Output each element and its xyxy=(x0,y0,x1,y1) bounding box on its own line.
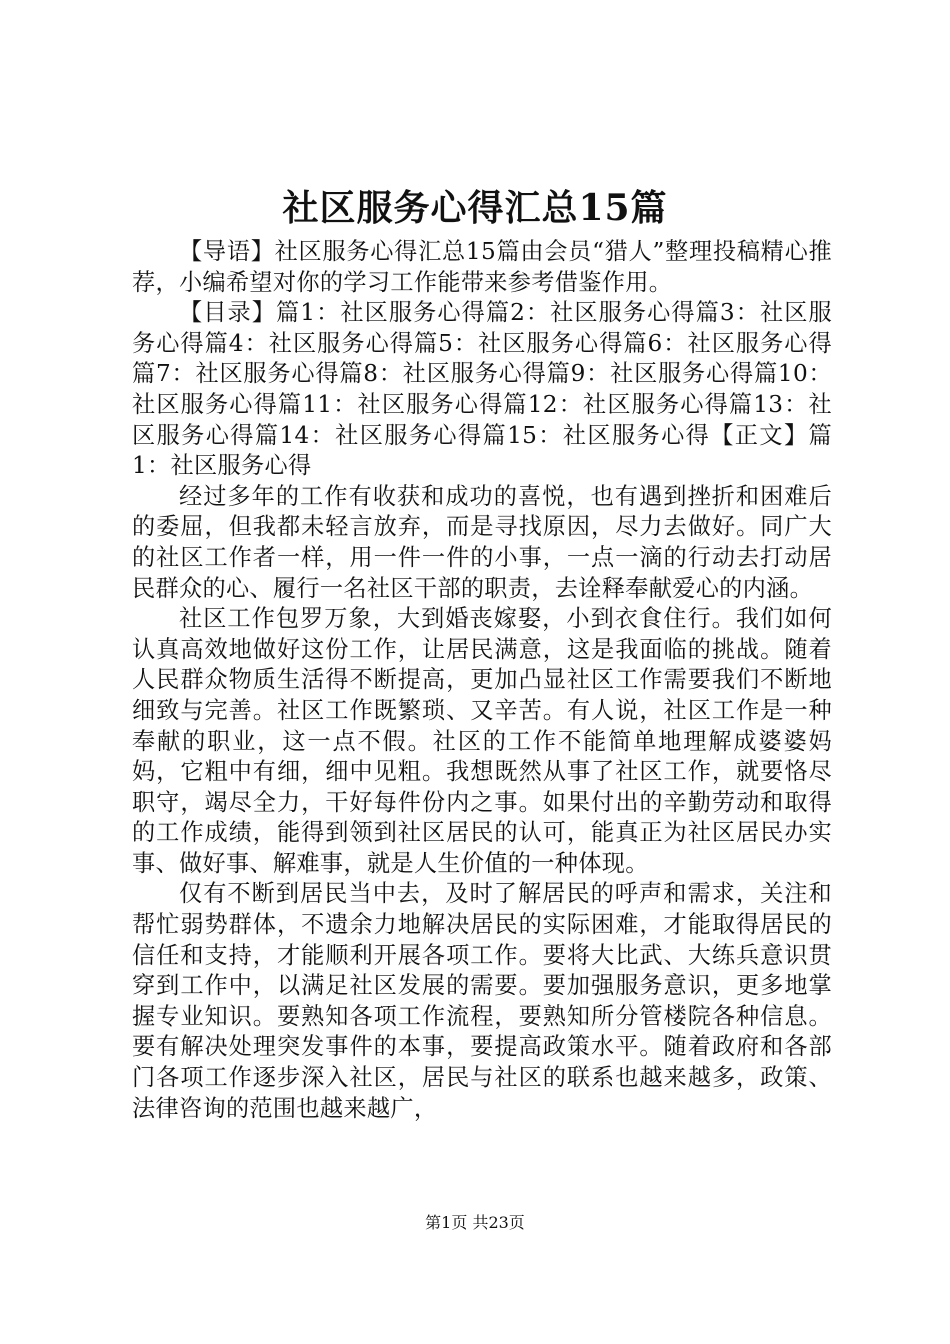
document-title: 社区服务心得汇总15篇 xyxy=(282,187,668,229)
paragraph-body-3: 仅有不断到居民当中去，及时了解居民的呼声和需求，关注和帮忙弱势群体，不遗余力地解决居民的实际困难，才能取得居民的信任和支持，才能顺利开展各项工作。要将大比武、大练兵意识贯穿到工作中，以满足社区发展的需要。要加强服务意识，更多地掌握专业知识。要熟知各项工作流程，要熟知所分管楼院各种信息。要有解决处理突发事件的本事，要提高政策水平。随着政府和各部门各项工作逐步深入社区，居民与社区的联系也越来越多，政策、法律咨询的范围也越来越广， xyxy=(132,880,832,1122)
paragraph-body-1: 经过多年的工作有收获和成功的喜悦，也有遇到挫折和困难后的委屈，但我都未轻言放弃，而是寻找原因，尽力去做好。同广大的社区工作者一样，用一件一件的小事，一点一滴的行动去打动居民群众的心、履行一名社区干部的职责，去诠释奉献爱心的内涵。 xyxy=(132,482,832,602)
paragraph-intro: 【导语】社区服务心得汇总15篇由会员“猎人”整理投稿精心推荐，小编希望对你的学习工作能带来参考借鉴作用。 xyxy=(132,238,832,296)
paragraph-contents: 【目录】篇1：社区服务心得篇2：社区服务心得篇3：社区服务心得篇4：社区服务心得篇5：社区服务心得篇6：社区服务心得篇7：社区服务心得篇8：社区服务心得篇9：社区服务心得篇10：社区服务心得篇11：社区服务心得篇12：社区服务心得篇13：社区服务心得篇14：社区服务心得篇15：社区服务心得【正文】篇1：社区服务心得 xyxy=(132,299,832,480)
document-body xyxy=(132,237,832,1124)
page-number-footer: 第1页 共23页 xyxy=(425,1213,525,1232)
paragraph-body-2: 社区工作包罗万象，大到婚丧嫁娶，小到衣食住行。我们如何认真高效地做好这份工作，让居民满意，这是我面临的挑战。随着人民群众物质生活得不断提高，更加凸显社区工作需要我们不断地细致与完善。社区工作既繁琐、又辛苦。有人说，社区工作是一种奉献的职业，这一点不假。社区的工作不能简单地理解成婆婆妈妈，它粗中有细，细中见粗。我想既然从事了社区工作，就要恪尽职守，竭尽全力，干好每件份内之事。如果付出的辛勤劳动和取得的工作成绩，能得到领到社区居民的认可，能真正为社区居民办实事、做好事、解难事，就是人生价值的一种体现。 xyxy=(132,605,832,877)
